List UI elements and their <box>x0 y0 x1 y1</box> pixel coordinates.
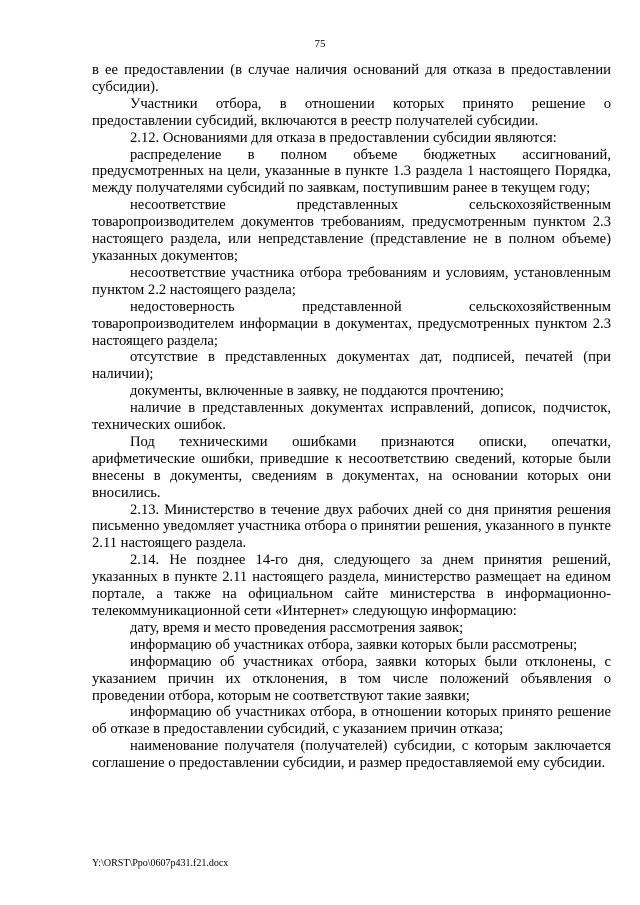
footer-file-path: Y:\ORST\Ppo\0607p431.f21.docx <box>92 858 229 869</box>
page-number: 75 <box>314 38 326 50</box>
paragraph: распределение в полном объеме бюджетных ассигнований, предусмотренных на цели, указанные в пункте 1.3 раздела 1 настоящего Порядка, между получателями субсидий по заявкам, поступившим ранее в текущем году; <box>92 146 611 197</box>
paragraph: отсутствие в представленных документах дат, подписей, печатей (при наличии); <box>92 349 611 383</box>
document-body <box>92 62 611 772</box>
paragraph: наименование получателя (получателей) субсидии, с которым заключается соглашение о предоставлении субсидии, и размер предоставляемой ему субсидии. <box>92 738 611 772</box>
paragraph: дату, время и место проведения рассмотрения заявок; <box>130 619 464 636</box>
paragraph: недостоверность представленной сельскохозяйственным товаропроизводителем информации в документах, предусмотренных пунктом 2.3 настоящего раздела; <box>92 298 611 349</box>
paragraph: информацию об участниках отбора, заявки которых были рассмотрены; <box>130 636 578 653</box>
paragraph: несоответствие участника отбора требованиям и условиям, установленным пунктом 2.2 настоящего раздела; <box>92 264 611 298</box>
paragraph: информацию об участниках отбора, в отношении которых принято решение об отказе в предоставлении субсидий, с указанием причин отказа; <box>92 704 611 738</box>
paragraph: 2.13. Министерство в течение двух рабочих дней со дня принятия решения письменно уведомляет участника отбора о принятии решения, указанного в пункте 2.11 настоящего раздела. <box>92 501 611 552</box>
paragraph: наличие в представленных документах исправлений, дописок, подчисток, технических ошибок. <box>92 400 611 434</box>
paragraph: несоответствие представленных сельскохозяйственным товаропроизводителем документов требованиям, предусмотренным пунктом 2.3 настоящего раздела, или непредставление (представление не в полном объеме) указанных документов; <box>92 197 611 264</box>
paragraph: информацию об участниках отбора, заявки которых были отклонены, с указанием причин их отклонения, в том числе положений объявления о проведении отбора, которым не соответствуют такие заявки; <box>92 653 611 704</box>
paragraph: Участники отбора, в отношении которых принято решение о предоставлении субсидий, включаются в реестр получателей субсидии. <box>92 95 611 129</box>
paragraph: документы, включенные в заявку, не поддаются прочтению; <box>130 383 504 400</box>
paragraph: 2.12. Основаниями для отказа в предоставлении субсидии являются: <box>130 129 557 146</box>
paragraph: в ее предоставлении (в случае наличия оснований для отказа в предоставлении субсидии). <box>92 62 611 95</box>
paragraph: 2.14. Не позднее 14-го дня, следующего за днем принятия решений, указанных в пункте 2.11 настоящего раздела, министерство размещает на едином портале, а также на официальном сайте министерства в информационно-телекоммуникационной сети «Интернет» следующую информацию: <box>92 552 611 619</box>
paragraph: Под техническими ошибками признаются описки, опечатки, арифметические ошибки, приведшие к несоответствию сведений, которые были внесены в документы, сведениям в документах, на основании которых они вносились. <box>92 433 611 501</box>
